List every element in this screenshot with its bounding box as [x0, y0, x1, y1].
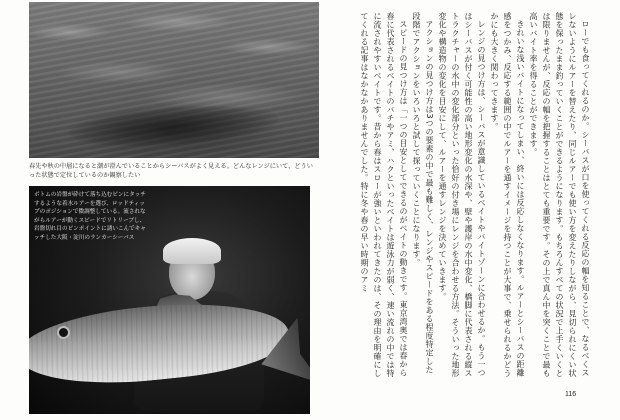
body-paragraph: アクションの見つけ方は3つの要素の中で最も難しく、レンジやスピードをある程度特定した段階でアクションをいろいろと試して探っていくことになります。	[412, 12, 434, 375]
body-paragraph: きれいな浅いバイトになってしまい、終いには反応しなくなります。ルアーとシーバスの距離感をつかみ、反応する範囲の中でルアーを通すイメージを持つことが大事で、乗せられるかどうかにも大きく関わってきます。	[490, 12, 525, 378]
vertical-body-text	[330, 12, 592, 382]
bottom-photo-caption: ボトムの岩盤が砕けて落ち込むピンにタッチするような着水ルアーを選び、ロッドティップのポジションで微調整している。流されながらルアーが動くスピードでリトリーブし、岩盤切れ目のピンポイントに誘いこんでキャッチした大阪・淀川のランカーシーバス	[34, 192, 146, 241]
angler-cap	[163, 238, 221, 264]
top-photo-caption: 春先や秋の中層になると潮が澄んでいることからシーバスがよく見える。どんなレンジにいて、どういった状態で定位しているのか観察したい	[29, 163, 313, 179]
body-paragraph: レンジの見つけ方は、シーバスが意識しているベイトやバイトゾーンに合わせるか。もう一つはシーバスが付く可能性の高い地形変化の水深や、壁や護岸の水中変化、橋脚に代表される縦ストラクチャーの水中の変化部分といった恰好の付き場にレンジを合わせる方法。そういった地形変化や構造物の変化を目安にして、ルアーを通すレンジを決めていきます。	[438, 12, 486, 378]
body-paragraph: スピードの見つけ方は「一つの目安としてできるのがベイトの動きです。東京湾奥では春から春に代表されるベイトのバチやアミ、ハクといったベイトは遊泳力が弱く、速い流れの中では特に流されやすいベイトです。昔から春はスローが強いといわれてきたのは、その理由を明確にしてくれる記事はなかなかありませんでした。特に冬や春の早い時期のアミ	[360, 12, 408, 378]
water-surface-photo	[29, 2, 319, 158]
body-paragraph: ローでも食ってくれるのか。シーバスが口を使ってくれる反応の幅を知ることで、なるべくスレないようにルアーを替えたり、同じルアーでも使い方を変えたりしながら、見切られにくい状態を保ったまま釣っていくことができるようになります。もちろんすべての状況で上手くいくとは限りませんが、反応の幅を把握することはとても重要です。その上で真ん中を突くことで最も高いバイト率を得ることができます。	[529, 12, 590, 378]
page-number: 116	[565, 391, 577, 398]
seabass-shadow	[68, 100, 280, 153]
fish-eye	[57, 326, 70, 339]
